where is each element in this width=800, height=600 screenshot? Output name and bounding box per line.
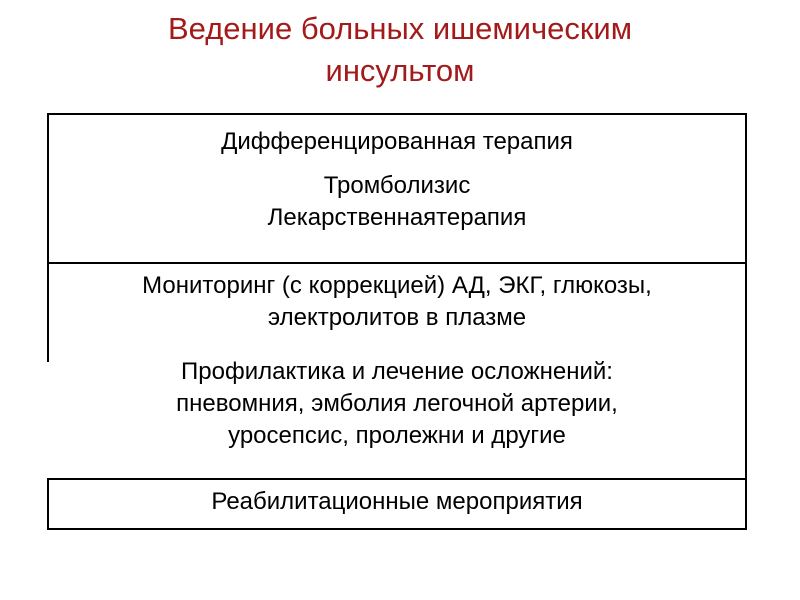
slide-title-line-1: Ведение больных ишемическим [167,11,633,46]
monitoring-cell [48,263,746,479]
rehabilitation-text: Реабилитационные мероприятия [211,488,583,515]
slide-title [0,8,800,92]
complications-line-3: уросепсис, пролежни и другие [228,422,566,449]
table-row-therapy [48,114,746,263]
monitoring-text [49,270,745,334]
complications-text [49,356,745,452]
monitoring-line-2: электролитов в плазме [267,304,527,331]
slide-title-line-2: инсультом [325,53,475,88]
rehabilitation-cell [48,479,746,529]
monitoring-line-1: Мониторинг (с коррекцией) АД, ЭКГ, глюкозы, [142,272,652,299]
therapy-item-drug-therapy: Лекарственнаятерапия [267,204,527,231]
table-row-rehabilitation [48,479,746,529]
therapy-item-thrombolysis: Тромболизис [323,172,471,199]
therapy-heading: Дифференцированная терапия [221,128,573,155]
therapy-cell [48,114,746,263]
border-gap [47,362,49,478]
complications-line-2: пневомния, эмболия легочной артерии, [176,390,618,417]
complications-line-1: Профилактика и лечение осложнений: [181,358,613,385]
stroke-management-table [47,113,747,530]
table-row-monitoring [48,263,746,479]
